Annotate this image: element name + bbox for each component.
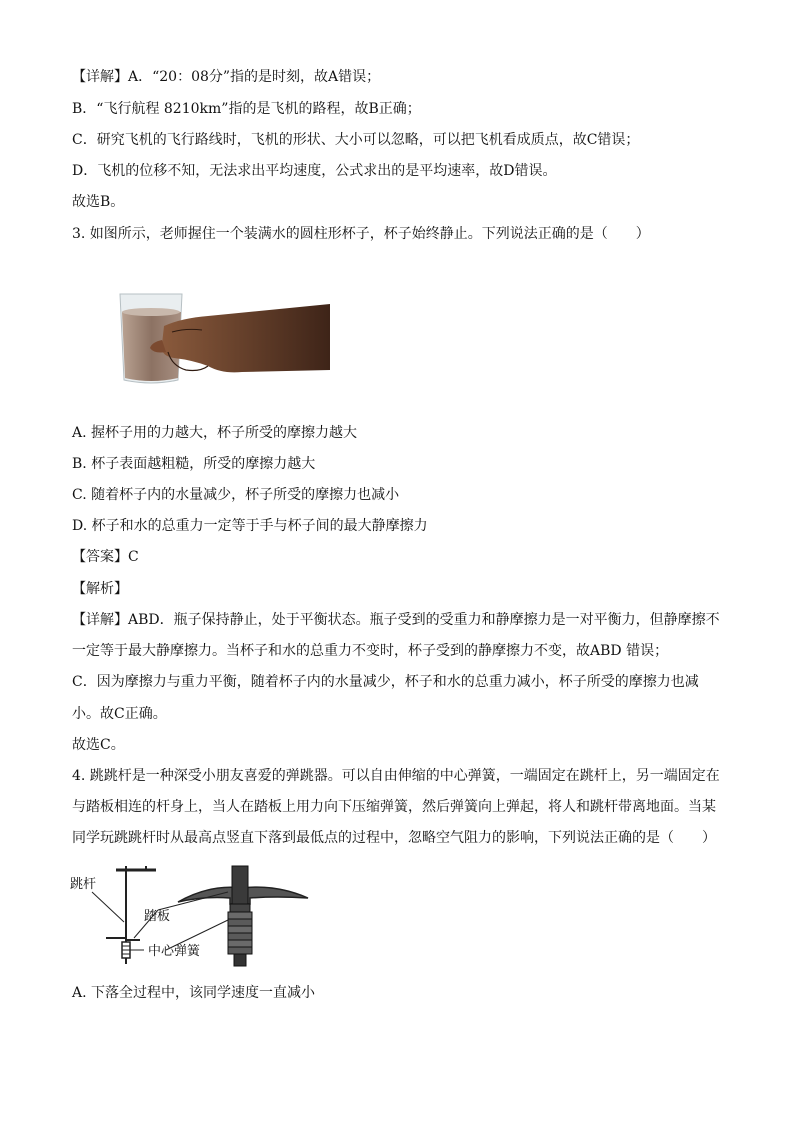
- label-center-spring: 中心弹簧: [148, 944, 201, 959]
- text-line: 【详解】ABD．瓶子保持静止，处于平衡状态。瓶子受到的受重力和静摩擦力是一对平衡力，但静摩擦不: [72, 612, 720, 628]
- option-a: A. 下落全过程中，该同学速度一直减小: [72, 985, 316, 1001]
- text-line: 【详解】A．“20：08分”指的是时刻，故A错误；: [72, 69, 381, 85]
- text-line: 故选B。: [72, 194, 125, 210]
- text-line: 故选C。: [72, 737, 125, 753]
- text-line: 同学玩跳跳杆时从最高点竖直下落到最低点的过程中，忽略空气阻力的影响，下列说法正确的是（ ）: [72, 830, 716, 846]
- pogo-stick-figure: [70, 858, 320, 968]
- option-b: B. 杯子表面越粗糙，所受的摩擦力越大: [72, 456, 316, 472]
- option-a: A. 握杯子用的力越大，杯子所受的摩擦力越大: [72, 425, 358, 441]
- text-line: C．研究飞机的飞行路线时，飞机的形状、大小可以忽略，可以把飞机看成质点，故C错误；: [72, 132, 640, 148]
- question-4-stem: 4. 跳跳杆是一种深受小朋友喜爱的弹跳器。可以自由伸缩的中心弹簧，一端固定在跳杆上，另一端固定在: [72, 768, 720, 784]
- option-c: C. 随着杯子内的水量减少，杯子所受的摩擦力也减小: [72, 487, 400, 503]
- analysis-heading: 【解析】: [72, 581, 128, 597]
- text-line: 与踏板相连的杆身上，当人在踏板上用力向下压缩弹簧，然后弹簧向上弹起，将人和跳杆带离地面。当某: [72, 799, 716, 815]
- hand-holding-cup-figure: [112, 288, 330, 396]
- text-line: 小。故C正确。: [72, 706, 167, 722]
- text-line: B．“飞行航程 8210km”指的是飞机的路程，故B正确；: [72, 101, 421, 117]
- label-pedal: 踏板: [144, 909, 171, 924]
- answer-heading: 【答案】C: [72, 549, 139, 565]
- option-d: D. 杯子和水的总重力一定等于手与杯子间的最大静摩擦力: [72, 518, 428, 534]
- question-3-stem: 3. 如图所示，老师握住一个装满水的圆柱形杯子，杯子始终静止。下列说法正确的是（ ）: [72, 226, 650, 242]
- text-line: C．因为摩擦力与重力平衡，随着杯子内的水量减少，杯子和水的总重力减小，杯子所受的摩擦力也减: [72, 674, 699, 690]
- text-line: D．飞机的位移不知，无法求出平均速度，公式求出的是平均速率，故D错误。: [72, 163, 557, 179]
- text-line: 一定等于最大静摩擦力。当杯子和水的总重力不变时，杯子受到的静摩擦力不变，故ABD 错误；: [72, 643, 669, 659]
- label-rod: 跳杆: [70, 877, 97, 892]
